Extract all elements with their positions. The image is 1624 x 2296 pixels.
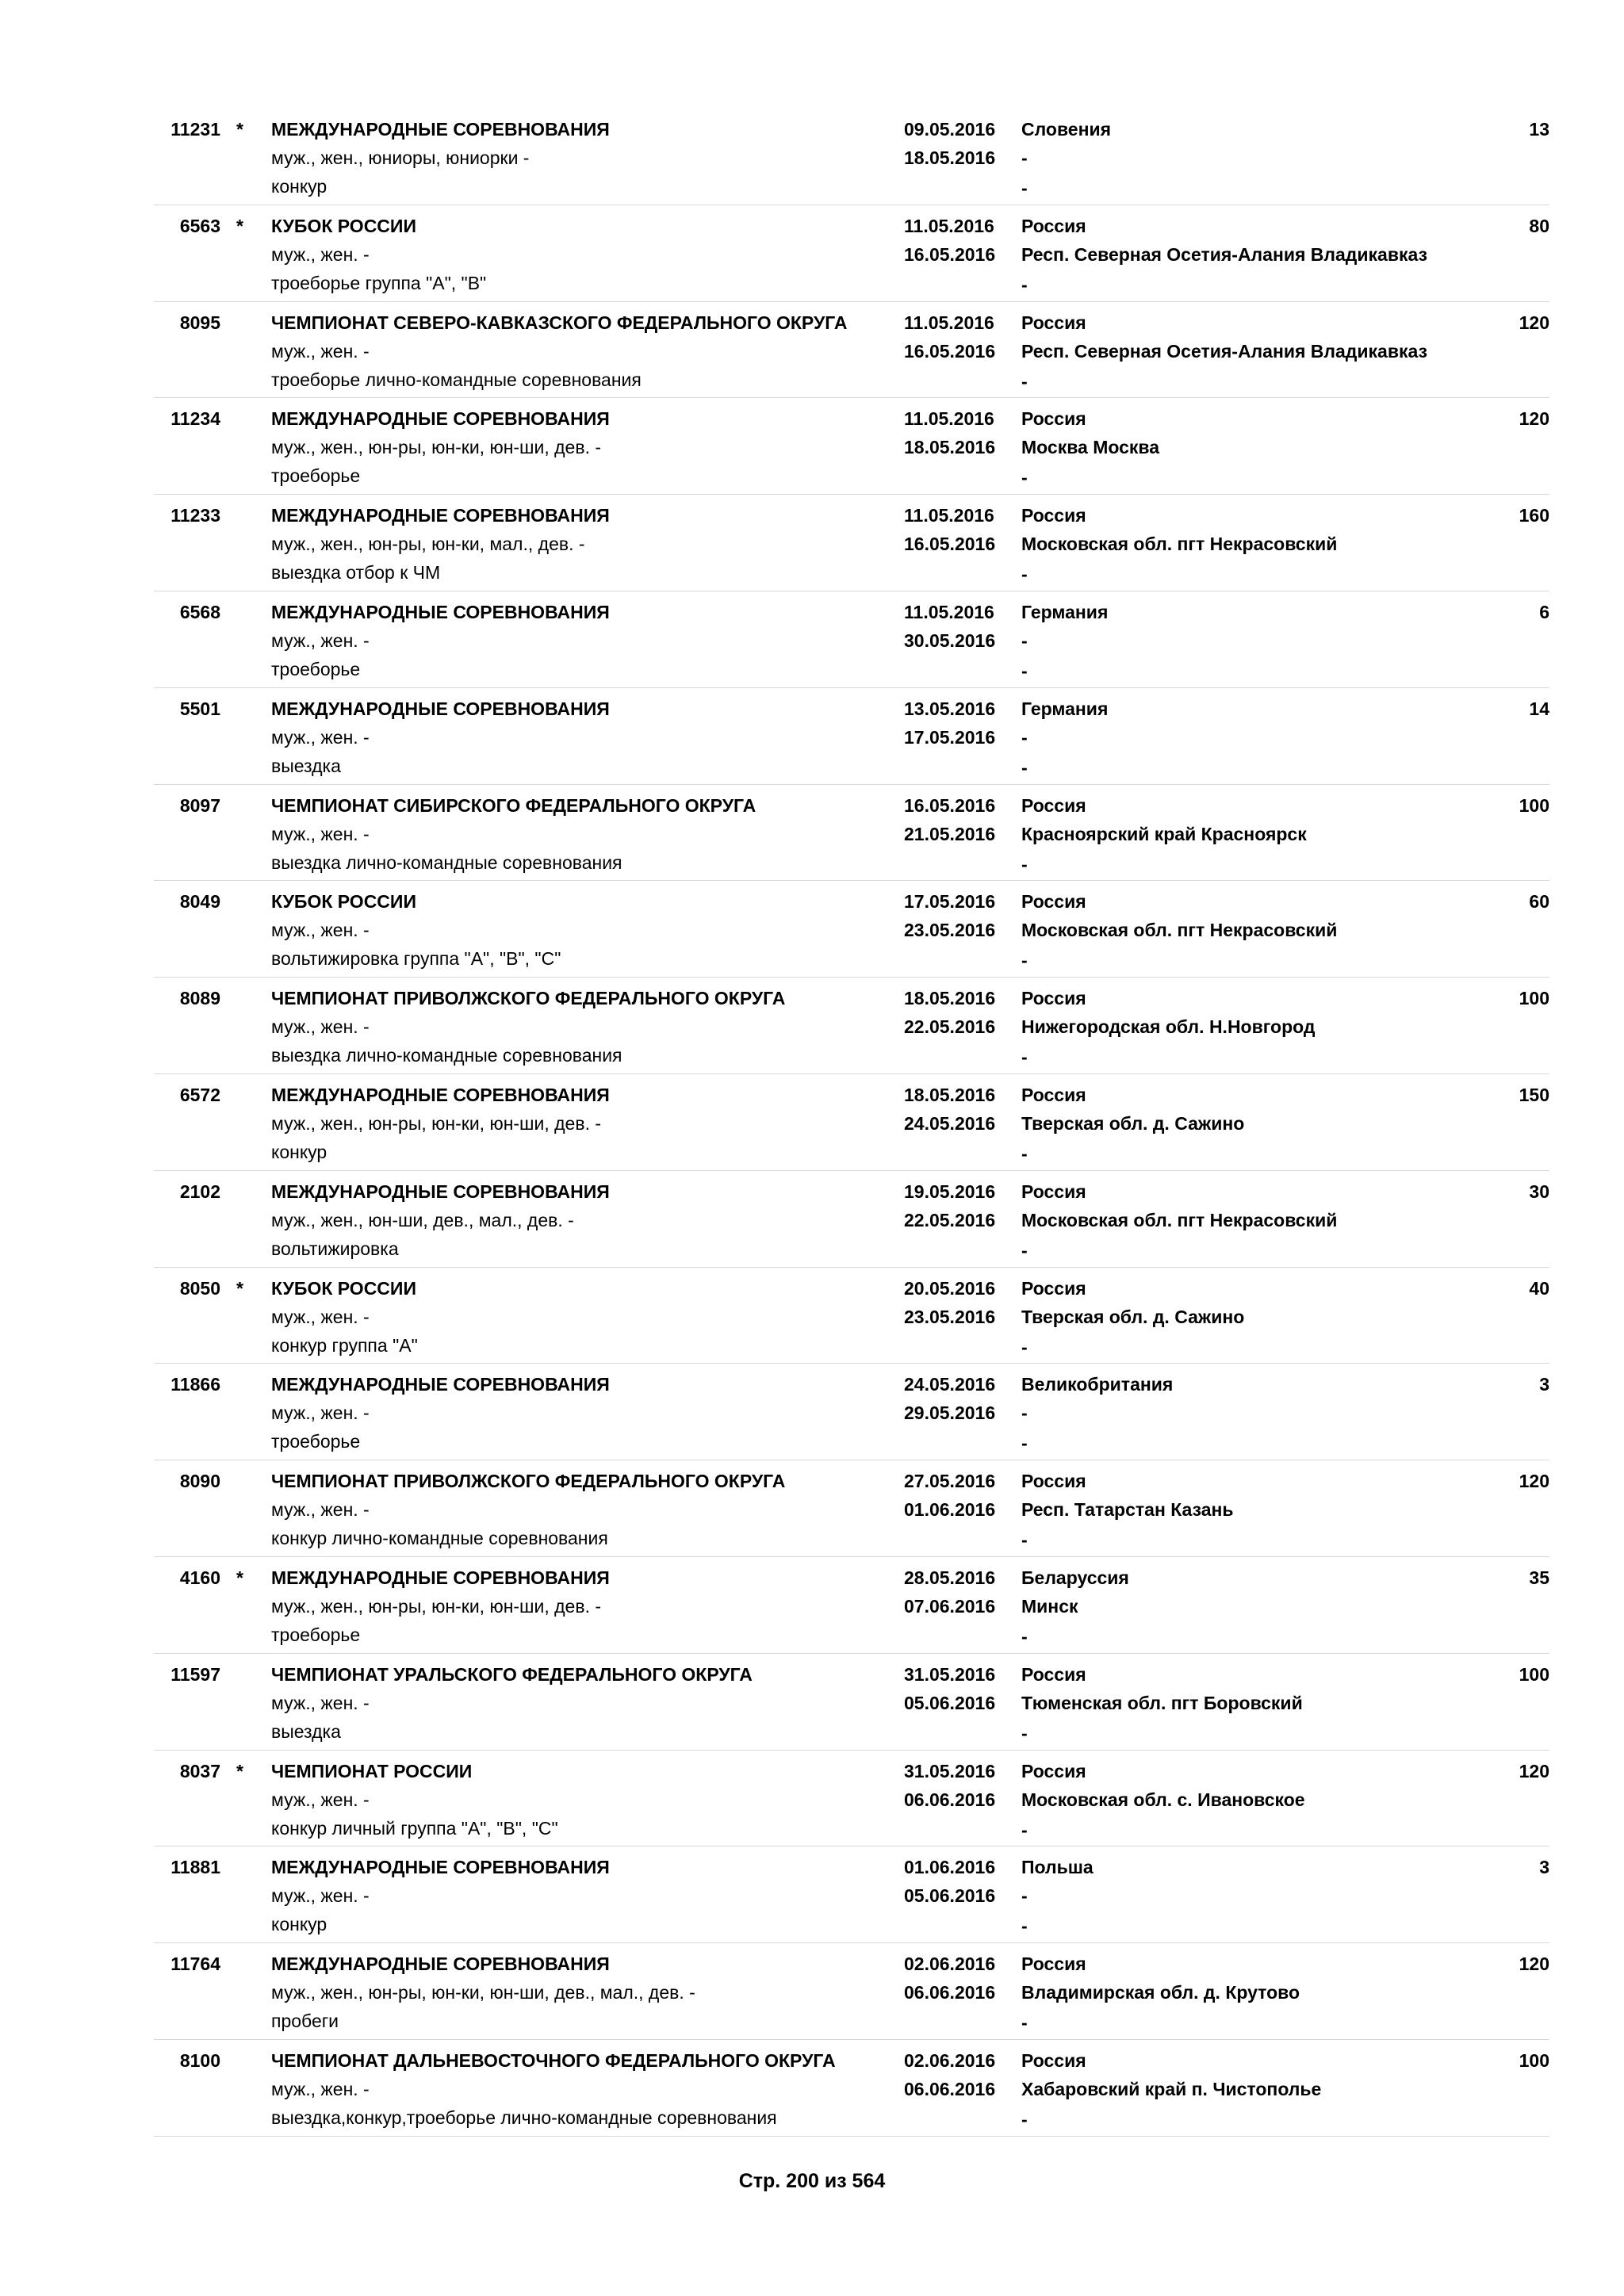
country: Россия — [1021, 1954, 1086, 1975]
participant-count: 100 — [1519, 1663, 1549, 1685]
region-city: Московская обл. пгт Некрасовский — [1021, 534, 1338, 555]
region-city: - — [1021, 1402, 1028, 1424]
event-row — [154, 1654, 1549, 1751]
participant-count: 80 — [1529, 215, 1549, 236]
end-date: 22.05.2016 — [904, 1016, 996, 1038]
country: Германия — [1021, 698, 1109, 719]
event-row — [154, 1171, 1549, 1268]
participant-count: 100 — [1519, 988, 1549, 1009]
participant-count: 14 — [1529, 698, 1549, 719]
start-date: 18.05.2016 — [904, 1084, 996, 1105]
dash-marker: - — [1021, 370, 1028, 392]
participant-count: 120 — [1519, 312, 1549, 333]
start-date: 11.05.2016 — [904, 601, 994, 622]
event-categories: муж., жен. - — [271, 726, 370, 748]
region-city: Тверская обл. д. Сажино — [1021, 1306, 1245, 1327]
start-date: 20.05.2016 — [904, 1277, 996, 1299]
event-id: 5501 — [179, 698, 220, 719]
dash-marker: - — [1021, 2012, 1028, 2034]
event-id: 11881 — [170, 1857, 220, 1878]
region-city: - — [1021, 726, 1028, 748]
event-title: МЕЖДУНАРОДНЫЕ СОРЕВНОВАНИЯ — [271, 601, 610, 622]
event-categories: муж., жен. - — [271, 920, 370, 941]
start-date: 16.05.2016 — [904, 794, 996, 816]
country: Россия — [1021, 794, 1086, 816]
country: Россия — [1021, 2049, 1086, 2071]
event-id: 8097 — [179, 794, 220, 816]
end-date: 23.05.2016 — [904, 920, 996, 941]
event-id: 8089 — [179, 988, 220, 1009]
event-categories: муж., жен. - — [271, 1499, 370, 1521]
event-discipline: конкур лично-командные соревнования — [271, 1528, 608, 1549]
event-row — [154, 1074, 1549, 1171]
end-date: 06.06.2016 — [904, 2078, 996, 2099]
start-date: 11.05.2016 — [904, 408, 994, 430]
event-row — [154, 978, 1549, 1074]
region-city: Тюменская обл. пгт Боровский — [1021, 1692, 1303, 1713]
end-date: 21.05.2016 — [904, 823, 996, 844]
dash-marker: - — [1021, 564, 1028, 585]
start-date: 11.05.2016 — [904, 312, 994, 333]
event-title: МЕЖДУНАРОДНЫЕ СОРЕВНОВАНИЯ — [271, 1084, 610, 1105]
event-discipline: троеборье — [271, 465, 361, 487]
end-date: 22.05.2016 — [904, 1209, 996, 1230]
event-discipline: троеборье — [271, 1431, 361, 1452]
event-title: МЕЖДУНАРОДНЫЕ СОРЕВНОВАНИЯ — [271, 1857, 610, 1878]
event-discipline: конкур — [271, 1914, 327, 1935]
event-discipline: выездка лично-командные соревнования — [271, 851, 622, 873]
participant-count: 120 — [1519, 1954, 1549, 1975]
country: Россия — [1021, 408, 1086, 430]
event-id: 8050 — [179, 1277, 220, 1299]
region-city: Московская обл. пгт Некрасовский — [1021, 1209, 1338, 1230]
dash-marker: - — [1021, 1915, 1028, 1937]
event-categories: муж., жен. - — [271, 1885, 370, 1907]
event-row — [154, 1460, 1549, 1557]
region-city: Нижегородская обл. Н.Новгород — [1021, 1016, 1316, 1038]
event-categories: муж., жен., юн-ры, юн-ки, мал., дев. - — [271, 534, 585, 555]
region-city: Хабаровский край п. Чистополье — [1021, 2078, 1322, 2099]
country: Россия — [1021, 988, 1086, 1009]
event-id: 8100 — [179, 2049, 220, 2071]
event-row — [154, 688, 1549, 785]
event-row — [154, 2040, 1549, 2137]
event-categories: муж., жен. - — [271, 823, 370, 844]
participant-count: 6 — [1539, 601, 1549, 622]
participant-count: 150 — [1519, 1084, 1549, 1105]
event-title: МЕЖДУНАРОДНЫЕ СОРЕВНОВАНИЯ — [271, 505, 610, 526]
region-city: - — [1021, 1885, 1028, 1907]
event-categories: муж., жен., юн-ры, юн-ки, юн-ши, дев., мал., дев. - — [271, 1982, 695, 2003]
start-date: 18.05.2016 — [904, 988, 996, 1009]
country: Россия — [1021, 312, 1086, 333]
event-title: КУБОК РОССИИ — [271, 891, 416, 913]
end-date: 24.05.2016 — [904, 1112, 996, 1134]
event-categories: муж., жен. - — [271, 1789, 370, 1810]
event-title: МЕЖДУНАРОДНЫЕ СОРЕВНОВАНИЯ — [271, 408, 610, 430]
dash-marker: - — [1021, 1722, 1028, 1743]
end-date: 01.06.2016 — [904, 1499, 996, 1521]
participant-count: 120 — [1519, 408, 1549, 430]
star-marker: * — [236, 1277, 243, 1299]
start-date: 28.05.2016 — [904, 1567, 996, 1588]
participant-count: 40 — [1529, 1277, 1549, 1299]
country: Россия — [1021, 1663, 1086, 1685]
dash-marker: - — [1021, 1142, 1028, 1164]
event-row — [154, 1751, 1549, 1847]
event-discipline: пробеги — [271, 2011, 339, 2032]
event-discipline: троеборье — [271, 1624, 361, 1645]
dash-marker: - — [1021, 950, 1028, 971]
event-id: 11764 — [170, 1954, 220, 1975]
region-city: Минск — [1021, 1595, 1078, 1617]
country: Великобритания — [1021, 1374, 1174, 1395]
start-date: 24.05.2016 — [904, 1374, 996, 1395]
dash-marker: - — [1021, 660, 1028, 681]
event-id: 6568 — [179, 601, 220, 622]
event-title: ЧЕМПИОНАТ УРАЛЬСКОГО ФЕДЕРАЛЬНОГО ОКРУГА — [271, 1663, 753, 1685]
event-categories: муж., жен. - — [271, 1306, 370, 1327]
event-discipline: конкур — [271, 176, 327, 197]
country: Россия — [1021, 505, 1086, 526]
star-marker: * — [236, 1567, 243, 1588]
event-categories: муж., жен., юн-ры, юн-ки, юн-ши, дев. - — [271, 1595, 602, 1617]
participant-count: 160 — [1519, 505, 1549, 526]
country: Россия — [1021, 1084, 1086, 1105]
event-row — [154, 1846, 1549, 1943]
event-discipline: выездка,конкур,троеборье лично-командные соревнования — [271, 2107, 777, 2128]
event-title: ЧЕМПИОНАТ РОССИИ — [271, 1760, 473, 1781]
dash-marker: - — [1021, 1625, 1028, 1647]
event-discipline: вольтижировка группа "А", "В", "С" — [271, 948, 561, 970]
end-date: 16.05.2016 — [904, 534, 996, 555]
event-title: МЕЖДУНАРОДНЫЕ СОРЕВНОВАНИЯ — [271, 1374, 610, 1395]
country: Россия — [1021, 1277, 1086, 1299]
event-title: ЧЕМПИОНАТ ДАЛЬНЕВОСТОЧНОГО ФЕДЕРАЛЬНОГО ОКРУГА — [271, 2049, 836, 2071]
event-categories: муж., жен. - — [271, 1692, 370, 1713]
event-title: ЧЕМПИОНАТ СИБИРСКОГО ФЕДЕРАЛЬНОГО ОКРУГА — [271, 794, 756, 816]
country: Беларуссия — [1021, 1567, 1129, 1588]
region-city: Московская обл. пгт Некрасовский — [1021, 920, 1338, 941]
event-discipline: троеборье лично-командные соревнования — [271, 369, 642, 390]
start-date: 01.06.2016 — [904, 1857, 996, 1878]
event-discipline: вольтижировка — [271, 1238, 399, 1259]
region-city: Красноярский край Красноярск — [1021, 823, 1307, 844]
star-marker: * — [236, 119, 243, 140]
event-discipline: выездка отбор к ЧМ — [271, 562, 441, 584]
start-date: 02.06.2016 — [904, 2049, 996, 2071]
event-categories: муж., жен. - — [271, 243, 370, 265]
event-id: 2102 — [179, 1181, 220, 1202]
country: Россия — [1021, 1471, 1086, 1492]
event-categories: муж., жен. - — [271, 1402, 370, 1424]
start-date: 27.05.2016 — [904, 1471, 996, 1492]
event-title: ЧЕМПИОНАТ ПРИВОЛЖСКОГО ФЕДЕРАЛЬНОГО ОКРУГА — [271, 988, 786, 1009]
region-city: - — [1021, 629, 1028, 651]
event-discipline: конкур личный группа "А", "В", "С" — [271, 1817, 558, 1839]
participant-count: 120 — [1519, 1471, 1549, 1492]
dash-marker: - — [1021, 467, 1028, 488]
page-number: Стр. 200 из 564 — [738, 2170, 886, 2192]
event-id: 11233 — [170, 505, 220, 526]
event-id: 8090 — [179, 1471, 220, 1492]
end-date: 06.06.2016 — [904, 1982, 996, 2003]
event-categories: муж., жен., юн-ры, юн-ки, юн-ши, дев. - — [271, 1112, 602, 1134]
event-discipline: выездка — [271, 1720, 341, 1742]
end-date: 29.05.2016 — [904, 1402, 996, 1424]
dash-marker: - — [1021, 2108, 1028, 2130]
event-title: ЧЕМПИОНАТ ПРИВОЛЖСКОГО ФЕДЕРАЛЬНОГО ОКРУГА — [271, 1471, 786, 1492]
end-date: 05.06.2016 — [904, 1885, 996, 1907]
event-id: 8049 — [179, 891, 220, 913]
star-marker: * — [236, 215, 243, 236]
start-date: 31.05.2016 — [904, 1663, 996, 1685]
event-row — [154, 1364, 1549, 1460]
country: Россия — [1021, 215, 1086, 236]
event-row — [154, 591, 1549, 688]
event-title: МЕЖДУНАРОДНЫЕ СОРЕВНОВАНИЯ — [271, 119, 610, 140]
event-row — [154, 1268, 1549, 1364]
event-title: МЕЖДУНАРОДНЫЕ СОРЕВНОВАНИЯ — [271, 1954, 610, 1975]
start-date: 17.05.2016 — [904, 891, 996, 913]
end-date: 23.05.2016 — [904, 1306, 996, 1327]
event-id: 8037 — [179, 1760, 220, 1781]
event-title: МЕЖДУНАРОДНЫЕ СОРЕВНОВАНИЯ — [271, 1181, 610, 1202]
dash-marker: - — [1021, 1529, 1028, 1551]
region-city: Респ. Северная Осетия-Алания Владикавказ — [1021, 243, 1428, 265]
participant-count: 120 — [1519, 1760, 1549, 1781]
event-row — [154, 1557, 1549, 1654]
event-categories: муж., жен. - — [271, 2078, 370, 2099]
event-id: 11866 — [170, 1374, 220, 1395]
country: Россия — [1021, 1181, 1086, 1202]
event-title: КУБОК РОССИИ — [271, 215, 416, 236]
event-discipline: троеборье группа "А", "В" — [271, 272, 487, 293]
region-city: Москва Москва — [1021, 437, 1160, 458]
event-row — [154, 398, 1549, 495]
end-date: 16.05.2016 — [904, 340, 996, 362]
end-date: 30.05.2016 — [904, 629, 996, 651]
region-city: Владимирская обл. д. Крутово — [1021, 1982, 1300, 2003]
region-city: - — [1021, 147, 1028, 168]
event-id: 4160 — [179, 1567, 220, 1588]
participant-count: 60 — [1529, 891, 1549, 913]
dash-marker: - — [1021, 853, 1028, 874]
event-title: МЕЖДУНАРОДНЫЕ СОРЕВНОВАНИЯ — [271, 1567, 610, 1588]
event-id: 11234 — [170, 408, 220, 430]
event-row — [154, 1943, 1549, 2040]
start-date: 31.05.2016 — [904, 1760, 996, 1781]
country: Россия — [1021, 891, 1086, 913]
region-city: Тверская обл. д. Сажино — [1021, 1112, 1245, 1134]
end-date: 17.05.2016 — [904, 726, 996, 748]
end-date: 07.06.2016 — [904, 1595, 996, 1617]
event-id: 6563 — [179, 215, 220, 236]
event-categories: муж., жен. - — [271, 629, 370, 651]
country: Россия — [1021, 1760, 1086, 1781]
event-title: ЧЕМПИОНАТ СЕВЕРО-КАВКАЗСКОГО ФЕДЕРАЛЬНОГО ОКРУГА — [271, 312, 848, 333]
dash-marker: - — [1021, 756, 1028, 778]
event-title: КУБОК РОССИИ — [271, 1277, 416, 1299]
event-categories: муж., жен., юниоры, юниорки - — [271, 147, 530, 168]
event-id: 11231 — [170, 119, 220, 140]
dash-marker: - — [1021, 1819, 1028, 1840]
dash-marker: - — [1021, 274, 1028, 295]
end-date: 16.05.2016 — [904, 243, 996, 265]
event-title: МЕЖДУНАРОДНЫЕ СОРЕВНОВАНИЯ — [271, 698, 610, 719]
start-date: 11.05.2016 — [904, 505, 994, 526]
event-row — [154, 109, 1549, 205]
end-date: 18.05.2016 — [904, 437, 996, 458]
event-categories: муж., жен. - — [271, 340, 370, 362]
end-date: 05.06.2016 — [904, 1692, 996, 1713]
event-discipline: конкур группа "А" — [271, 1334, 418, 1356]
event-categories: муж., жен. - — [271, 1016, 370, 1038]
country: Германия — [1021, 601, 1109, 622]
region-city: Респ. Северная Осетия-Алания Владикавказ — [1021, 340, 1428, 362]
region-city: Респ. Татарстан Казань — [1021, 1499, 1234, 1521]
participant-count: 100 — [1519, 794, 1549, 816]
dash-marker: - — [1021, 1433, 1028, 1454]
star-marker: * — [236, 1760, 243, 1781]
start-date: 19.05.2016 — [904, 1181, 996, 1202]
event-id: 6572 — [179, 1084, 220, 1105]
event-row — [154, 881, 1549, 978]
region-city: Московская обл. с. Ивановское — [1021, 1789, 1305, 1810]
start-date: 02.06.2016 — [904, 1954, 996, 1975]
event-discipline: конкур — [271, 1141, 327, 1162]
dash-marker: - — [1021, 1336, 1028, 1357]
participant-count: 35 — [1529, 1567, 1549, 1588]
event-row — [154, 205, 1549, 302]
event-discipline: выездка — [271, 755, 341, 776]
dash-marker: - — [1021, 178, 1028, 198]
event-discipline: троеборье — [271, 658, 361, 679]
event-row — [154, 495, 1549, 591]
event-id: 8095 — [179, 312, 220, 333]
event-row — [154, 785, 1549, 882]
country: Словения — [1021, 119, 1112, 140]
dash-marker: - — [1021, 1239, 1028, 1261]
event-discipline: выездка лично-командные соревнования — [271, 1045, 622, 1066]
end-date: 06.06.2016 — [904, 1789, 996, 1810]
participant-count: 3 — [1539, 1374, 1549, 1395]
start-date: 11.05.2016 — [904, 215, 994, 236]
start-date: 13.05.2016 — [904, 698, 996, 719]
event-list — [154, 109, 1549, 2137]
end-date: 18.05.2016 — [904, 147, 996, 168]
participant-count: 30 — [1529, 1181, 1549, 1202]
event-categories: муж., жен., юн-ры, юн-ки, юн-ши, дев. - — [271, 437, 602, 458]
country: Польша — [1021, 1857, 1094, 1878]
start-date: 09.05.2016 — [904, 119, 996, 140]
dash-marker: - — [1021, 1047, 1028, 1068]
participant-count: 100 — [1519, 2049, 1549, 2071]
event-id: 11597 — [170, 1663, 220, 1685]
participant-count: 13 — [1529, 119, 1549, 140]
event-categories: муж., жен., юн-ши, дев., мал., дев. - — [271, 1209, 574, 1230]
event-row — [154, 302, 1549, 399]
participant-count: 3 — [1539, 1857, 1549, 1878]
